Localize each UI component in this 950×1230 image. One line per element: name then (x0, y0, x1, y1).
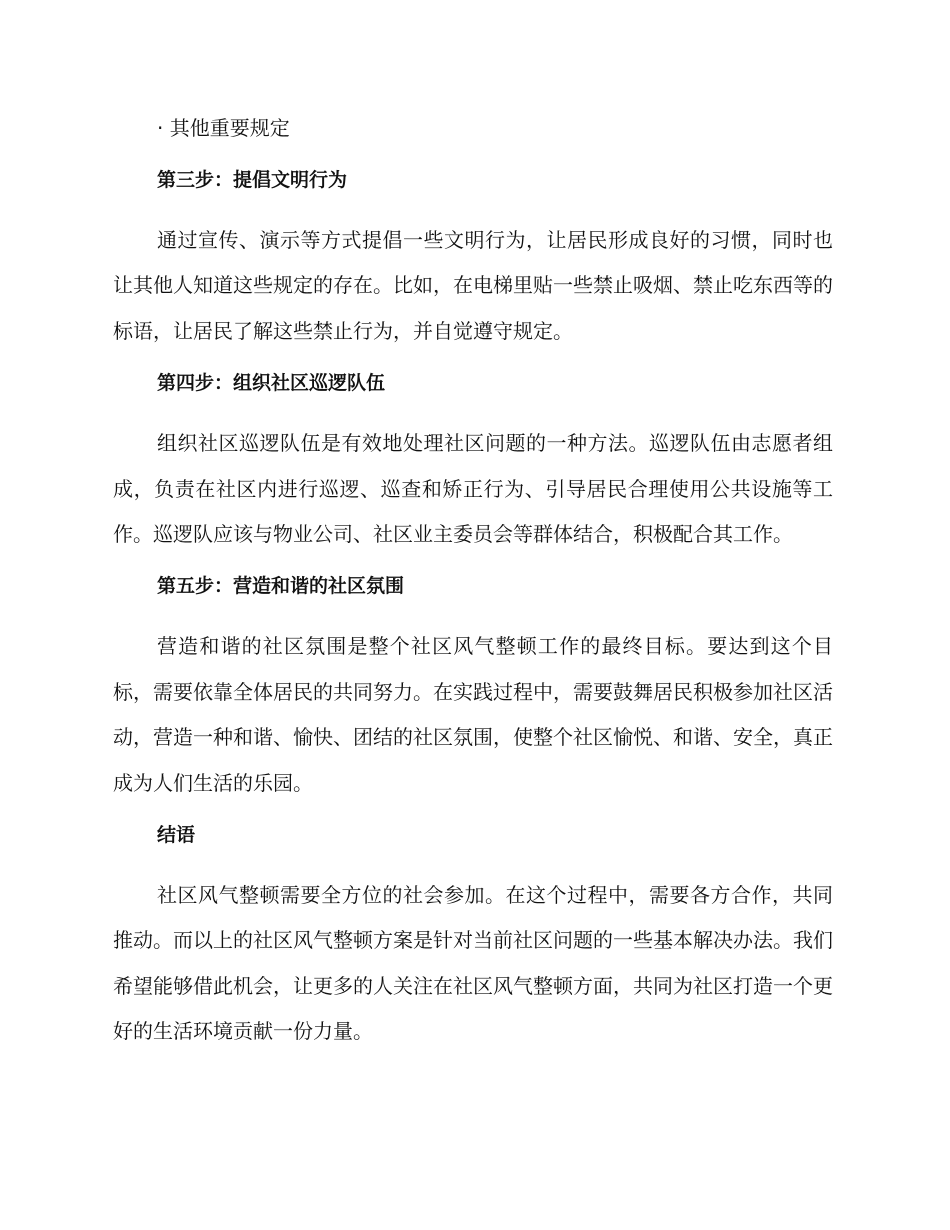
document-content (113, 112, 833, 1068)
section-5-heading: 第五步：营造和谐的社区氛围 (157, 575, 405, 598)
section-3-paragraph: 通过宣传、演示等方式提倡一些文明行为，让居民形成良好的习惯，同时也让其他人知道这些规定的存在。比如，在电梯里贴一些禁止吸烟、禁止吃东西等的标语，让居民了解这些禁止行为，并自觉遵守规定。 (113, 228, 833, 343)
conclusion-paragraph: 社区风气整顿需要全方位的社会参加。在这个过程中，需要各方合作，共同推动。而以上的社区风气整顿方案是针对当前社区问题的一些基本解决办法。我们希望能够借此机会，让更多的人关注在社区风气整顿方面，共同为社区打造一个更好的生活环境贡献一份力量。 (113, 883, 833, 1044)
conclusion-heading: 结语 (157, 824, 196, 847)
bullet-item: · 其他重要规定 (157, 116, 290, 140)
section-4-heading: 第四步：组织社区巡逻队伍 (157, 372, 386, 395)
section-5-paragraph: 营造和谐的社区氛围是整个社区风气整顿工作的最终目标。要达到这个目标，需要依靠全体居民的共同努力。在实践过程中，需要鼓舞居民积极参加社区活动，营造一种和谐、愉快、团结的社区氛围，使整个社区愉悦、和谐、安全，真正成为人们生活的乐园。 (113, 634, 833, 795)
section-4-paragraph: 组织社区巡逻队伍是有效地处理社区问题的一种方法。巡逻队伍由志愿者组成，负责在社区内进行巡逻、巡查和矫正行为、引导居民合理使用公共设施等工作。巡逻队应该与物业公司、社区业主委员会等群体结合，积极配合其工作。 (113, 431, 833, 547)
section-3-heading: 第三步：提倡文明行为 (157, 169, 348, 191)
